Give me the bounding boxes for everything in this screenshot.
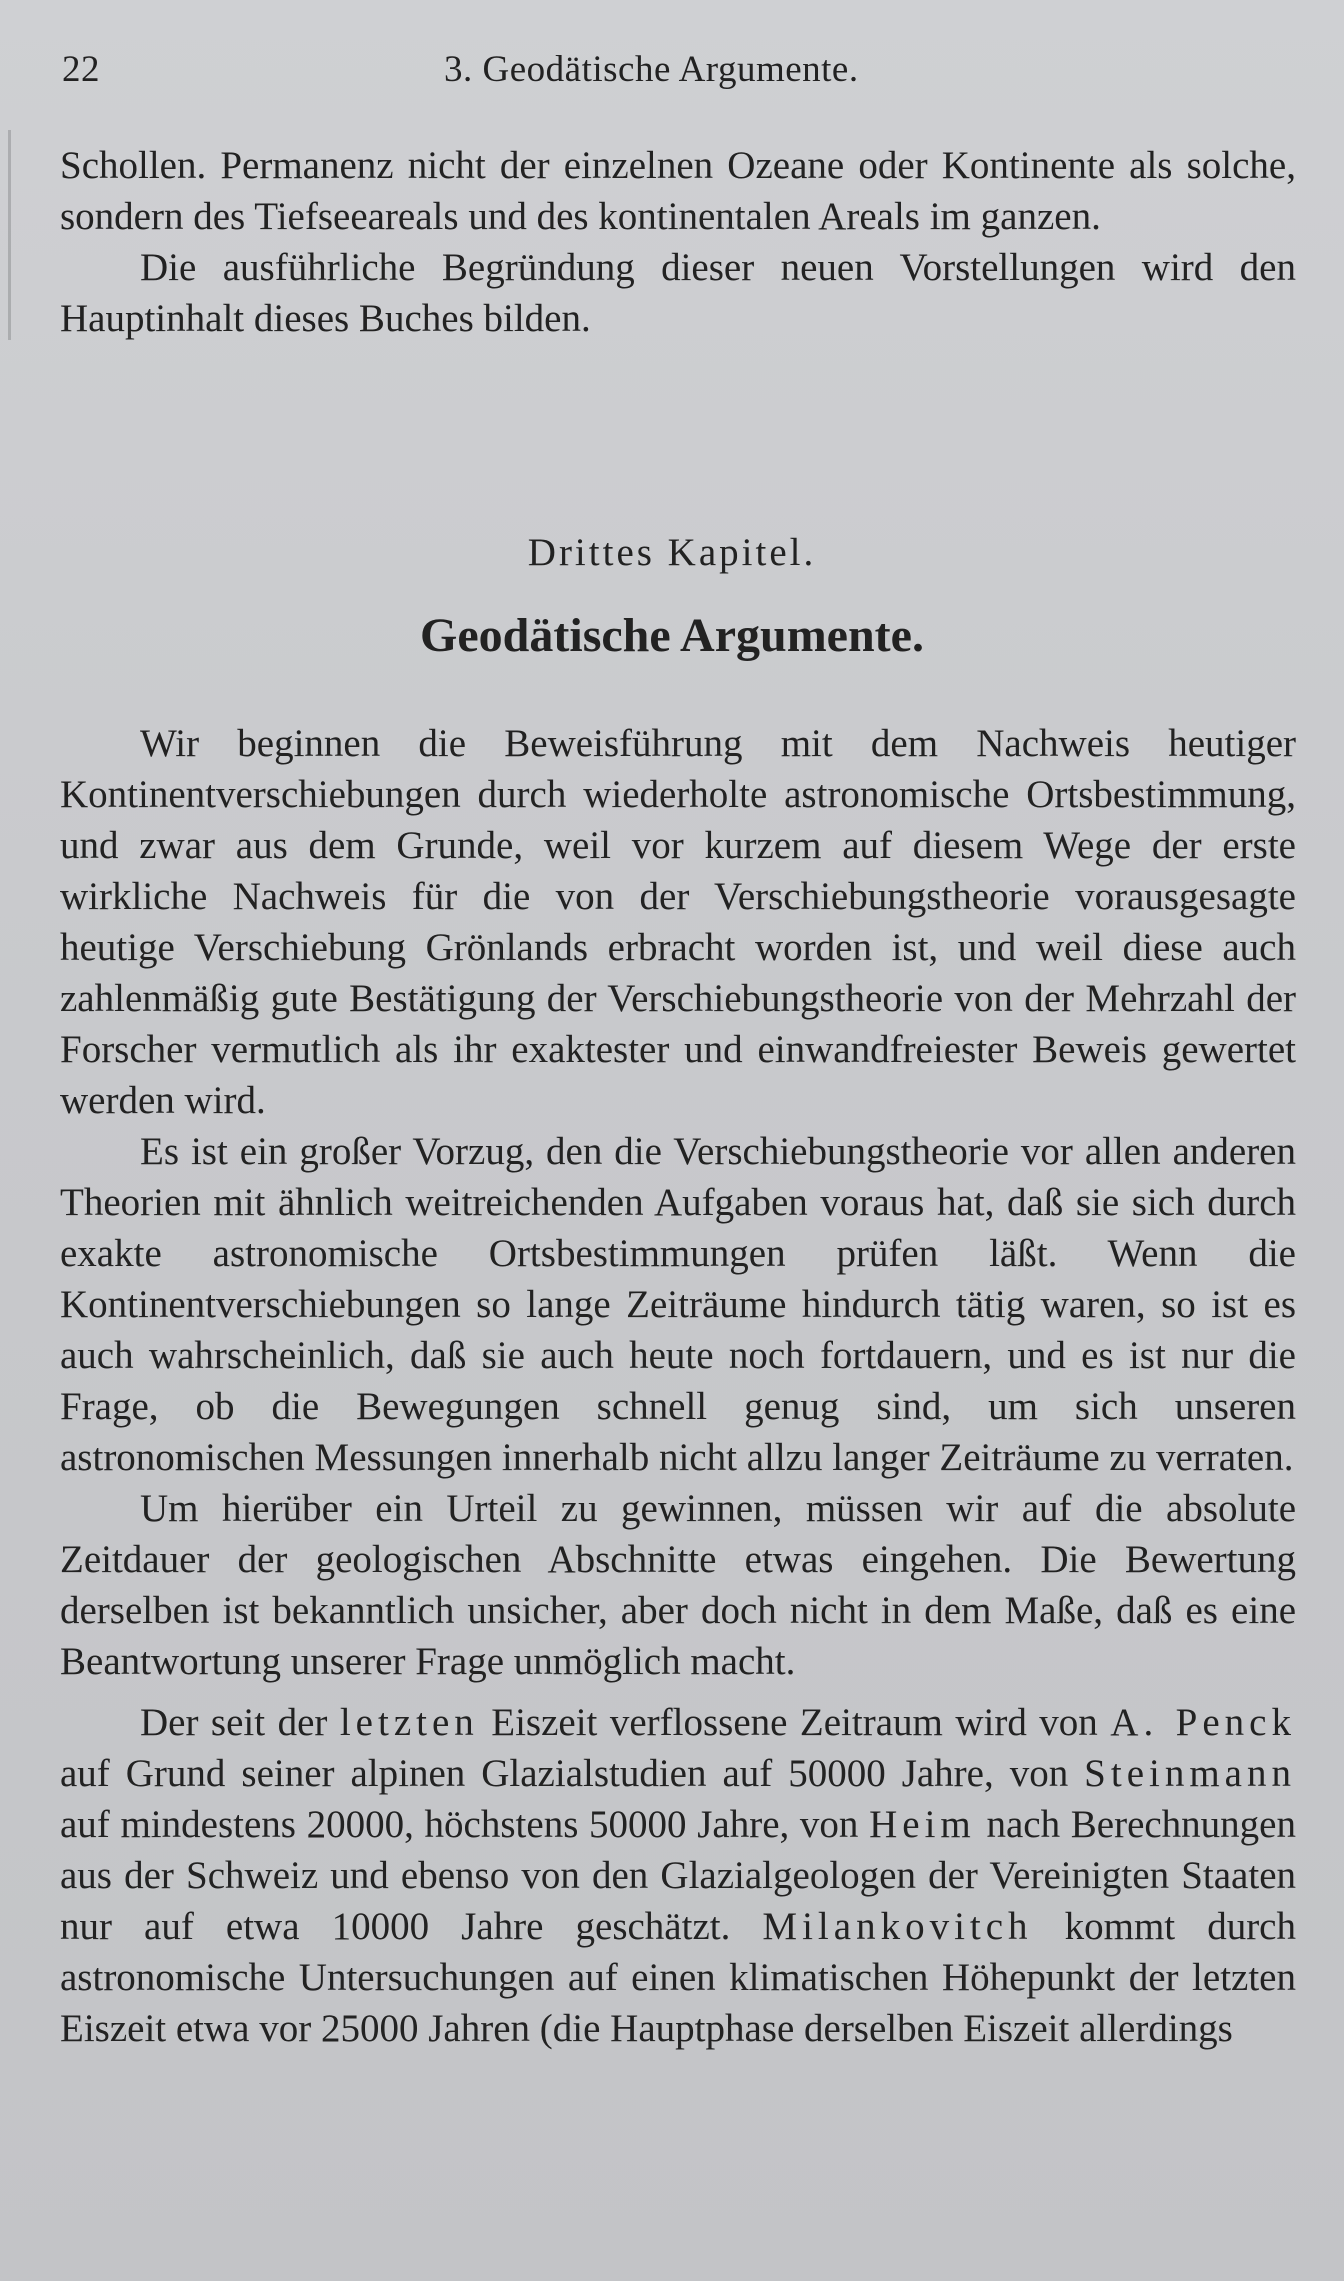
paragraph: Wir beginnen die Beweisführung mit dem Nachweis heutiger Kontinentverschiebungen durch wiederholte astronomische Ortsbestimmung, und zwar aus dem Grunde, weil vor kurzem auf diesem Wege der erste wirkliche Nachweis für die von der Verschiebungstheorie vorausgesagte heutige Verschiebung Grönlands erbracht worden ist, und weil diese auch zahlenmäßig gute Bestätigung der Verschiebungstheorie von der Mehrzahl der Forscher vermutlich als ihr exaktester und einwandfreiester Beweis gewertet werden wird.: [60, 722, 1296, 1122]
page-number: 22: [62, 49, 100, 90]
text-run: auf Grund seiner alpinen Glazialstudien auf 50000 Jahre, von: [60, 1752, 1085, 1795]
chapter-body: [60, 718, 1296, 2054]
paragraph: Um hierüber ein Urteil zu gewinnen, müssen wir auf die absolute Zeitdauer der geologischen Abschnitte etwas eingehen. Die Bewertung derselben ist bekanntlich unsicher, aber doch nicht in dem Maße, daß es eine Beantwortung unserer Frage unmöglich macht.: [60, 1487, 1296, 1683]
paragraph: Es ist ein großer Vorzug, den die Verschiebungstheorie vor allen anderen Theorien mit ähnlich weitreichenden Aufgaben voraus hat, daß sie sich durch exakte astronomische Ortsbestimmungen prüfen läßt. Wenn die Kontinentverschiebungen so lange Zeiträume hindurch tätig waren, so ist es auch wahrscheinlich, daß sie auch heute noch fortdauern, und es ist nur die Frage, ob die Bewegungen schnell genug sind, um sich unseren astronomischen Messungen innerhalb nicht allzu langer Zeiträume zu verraten.: [60, 1130, 1296, 1479]
text-run: Eiszeit verflossene Zeitraum wird von: [478, 1701, 1111, 1744]
emphasized-text: letzten: [339, 1701, 479, 1744]
paragraph: [60, 1697, 1296, 2054]
text-run: nach Berechnungen aus der Schweiz und ebenso von den Glazialgeologen der Vereinigten Staaten nur auf etwa 10000 Jahre geschätzt.: [60, 1803, 1296, 1948]
paragraph: Die ausführliche Begründung dieser neuen Vorstellungen wird den Hauptinhalt dieses Buches bilden.: [60, 246, 1296, 340]
page-edge-mark: [8, 130, 11, 340]
author-name: Steinmann: [1084, 1752, 1296, 1795]
text-run: Der seit der: [140, 1701, 340, 1744]
running-header: [62, 48, 1302, 96]
author-name: A. Penck: [1110, 1701, 1296, 1744]
chapter-title: Geodätische Argumente.: [420, 609, 924, 662]
continued-text: [60, 140, 1296, 344]
author-name: Heim: [869, 1803, 976, 1846]
text-run: kommt durch astronomische Untersuchungen auf einen klimatischen Höhepunkt der letzten Eiszeit etwa vor 25000 Jahren (die Hauptphase derselben Eiszeit allerdings: [60, 1905, 1296, 2050]
paragraph: Schollen. Permanenz nicht der einzelnen Ozeane oder Kontinente als solche, sondern des Tiefseeareals und des kontinentalen Areals im ganzen.: [60, 144, 1296, 238]
running-header-title: 3. Geodätische Argumente.: [444, 49, 859, 90]
text-run: auf mindestens 20000, höchstens 50000 Jahre, von: [60, 1803, 870, 1846]
chapter-label: Drittes Kapitel.: [527, 531, 817, 574]
author-name: Milankovitch: [762, 1905, 1033, 1948]
